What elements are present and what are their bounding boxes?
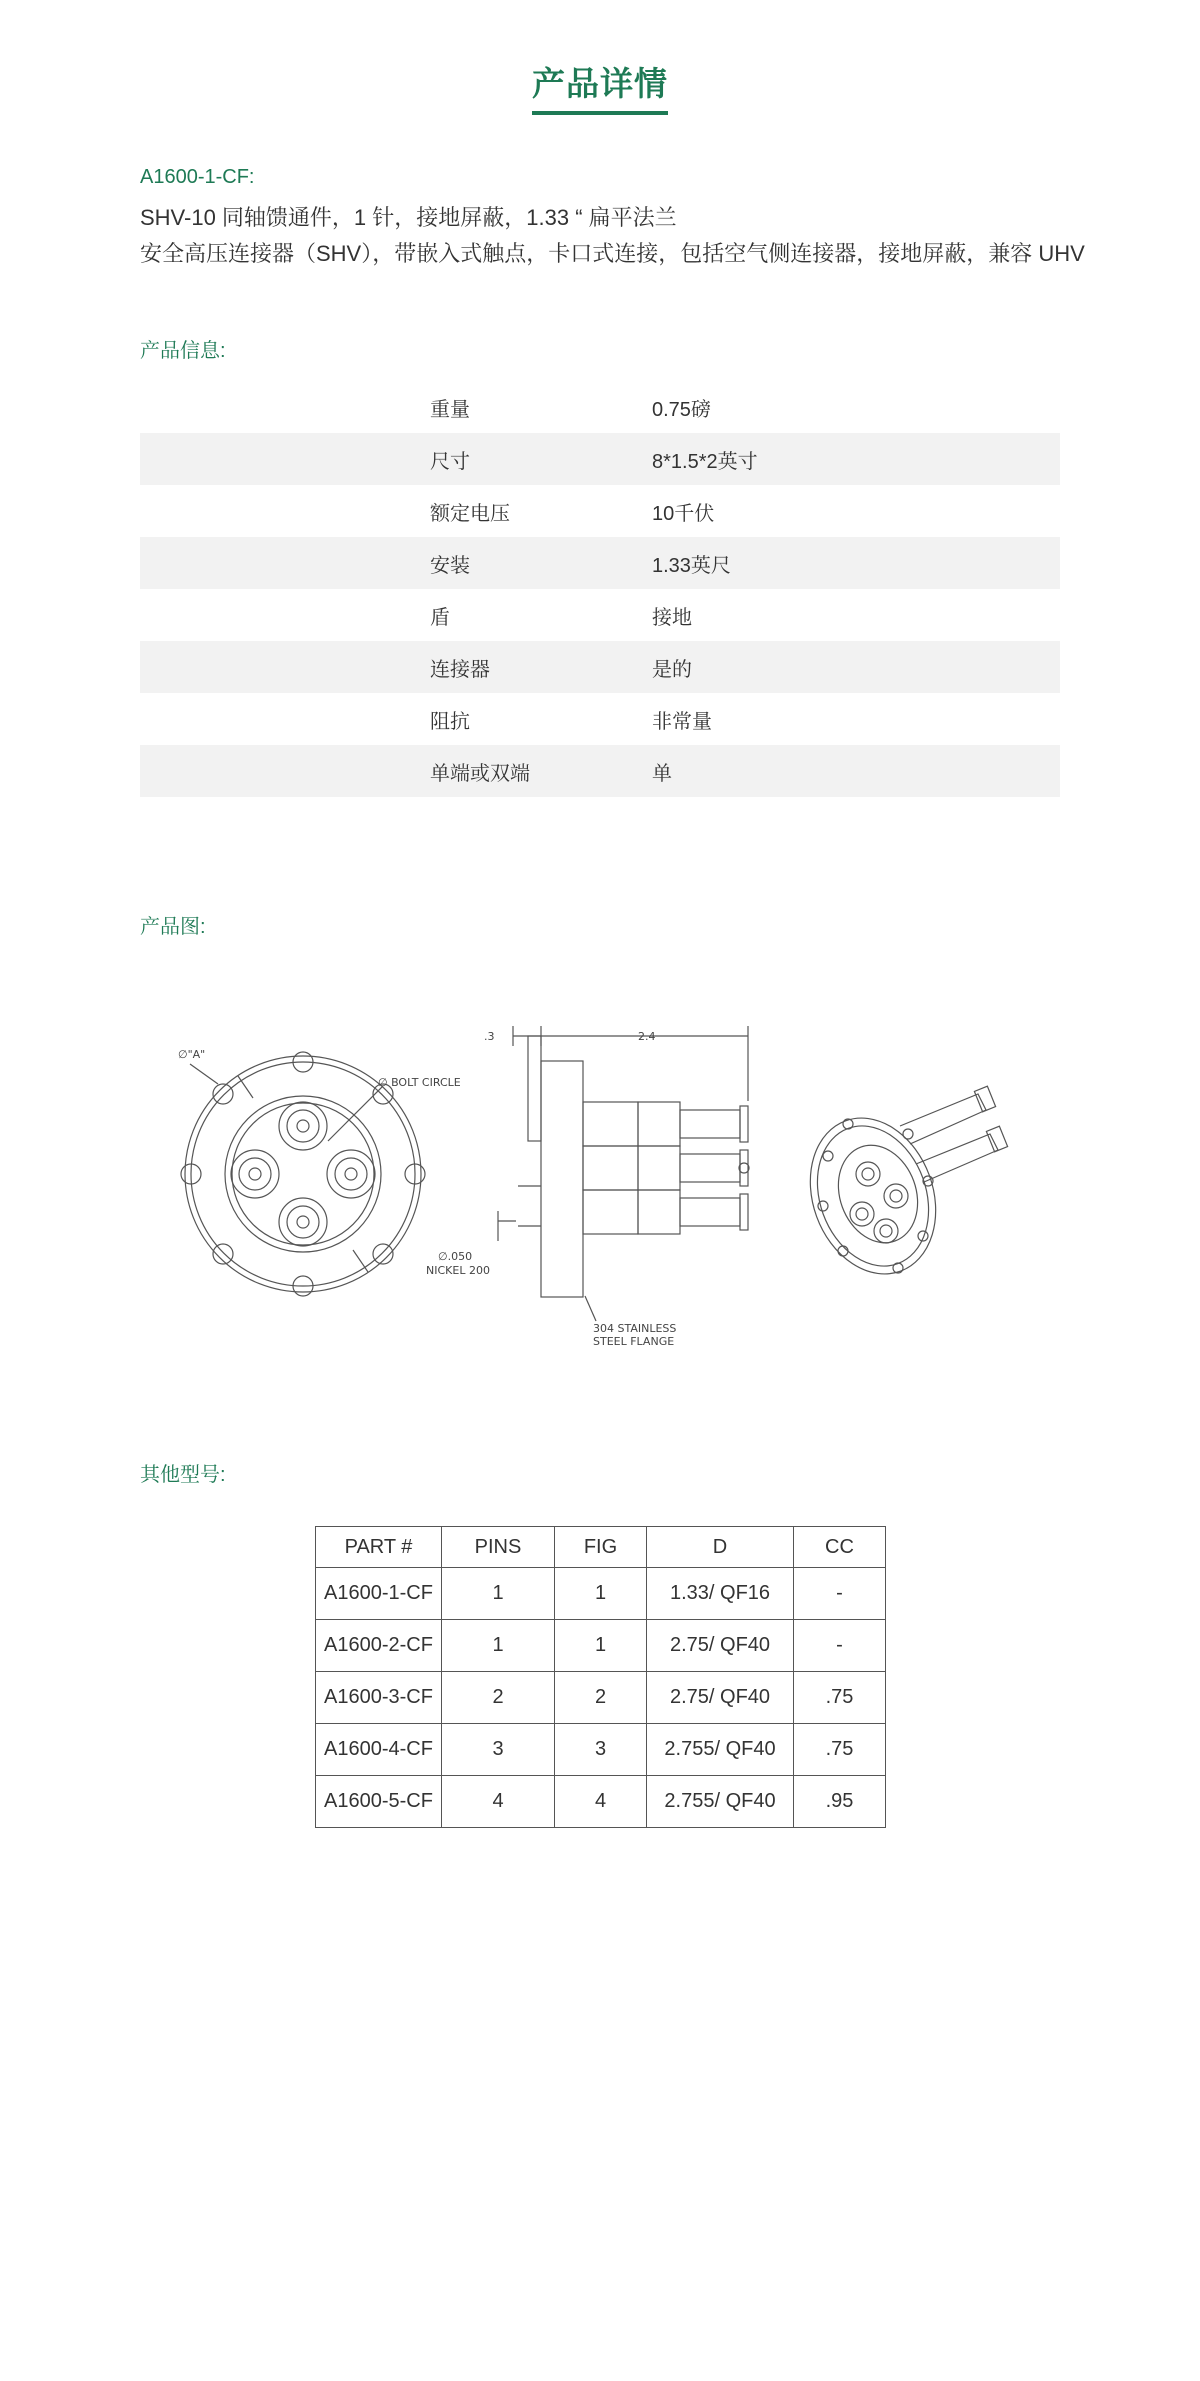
cell-d: 2.75/ QF40: [647, 1672, 794, 1724]
steel-label-1: 304 STAINLESS: [593, 1322, 677, 1335]
model-label: A1600-1-CF:: [140, 166, 255, 188]
cell-d: 2.755/ QF40: [647, 1724, 794, 1776]
steel-label-2: STEEL FLANGE: [593, 1335, 675, 1346]
info-key: 盾: [430, 606, 450, 629]
col-header-part: PART #: [316, 1527, 442, 1568]
cell-d: 2.755/ QF40: [647, 1776, 794, 1828]
cell-fig: 2: [555, 1672, 647, 1724]
cell-cc: .95: [794, 1776, 886, 1828]
cell-cc: -: [794, 1568, 886, 1620]
info-value: 8*1.5*2英寸: [652, 433, 1060, 485]
info-key: 阻抗: [430, 710, 470, 733]
info-key: 连接器: [140, 641, 652, 693]
table-row: [140, 537, 1060, 589]
page-title: 产品详情: [532, 58, 668, 115]
nickel-label: NICKEL 200: [426, 1264, 490, 1277]
bolt-circle-label: ∅ BOLT CIRCLE: [378, 1076, 461, 1089]
table-row: [140, 641, 1060, 693]
table-row: [316, 1724, 886, 1776]
cell-cc: .75: [794, 1724, 886, 1776]
cell-part: A1600-2-CF: [316, 1620, 442, 1672]
cell-fig: 1: [555, 1620, 647, 1672]
product-drawing: [178, 1006, 1038, 1346]
table-row: [140, 433, 1060, 485]
models-heading: 其他型号:: [140, 1464, 226, 1486]
cell-pins: 3: [442, 1724, 555, 1776]
cell-part: A1600-5-CF: [316, 1776, 442, 1828]
table-row: [140, 745, 1060, 797]
table-row: [140, 693, 1060, 745]
col-header-cc: CC: [794, 1527, 886, 1568]
info-key: 安装: [140, 537, 652, 589]
cell-part: A1600-3-CF: [316, 1672, 442, 1724]
info-key: 重量: [430, 398, 470, 421]
info-value: 0.75磅: [652, 398, 711, 421]
table-row: [140, 589, 1060, 641]
table-row: [316, 1776, 886, 1828]
table-row: [140, 381, 1060, 433]
table-row: [316, 1568, 886, 1620]
cell-fig: 4: [555, 1776, 647, 1828]
table-header-row: [316, 1527, 886, 1568]
dia-a-label: ∅"A": [178, 1048, 206, 1061]
cell-pins: 1: [442, 1568, 555, 1620]
col-header-fig: FIG: [555, 1527, 647, 1568]
info-key: 单端或双端: [140, 745, 652, 797]
info-value: 10千伏: [652, 502, 715, 525]
table-row: [316, 1672, 886, 1724]
cell-d: 1.33/ QF16: [647, 1568, 794, 1620]
drawing-heading: 产品图:: [140, 916, 206, 938]
cell-pins: 1: [442, 1620, 555, 1672]
info-key: 额定电压: [430, 502, 510, 525]
cell-cc: -: [794, 1620, 886, 1672]
table-row: [316, 1620, 886, 1672]
page-title-wrap: [0, 58, 1200, 115]
cell-part: A1600-1-CF: [316, 1568, 442, 1620]
side-view: [426, 1026, 749, 1346]
dim-24-label: 2.4: [638, 1030, 656, 1043]
description-line-2: 安全高压连接器（SHV），带嵌入式触点，卡口式连接，包括空气侧连接器，接地屏蔽，兼容 UHV: [140, 241, 1085, 266]
description-line-1: SHV-10 同轴馈通件，1 针，接地屏蔽，1.33 “ 扁平法兰: [140, 205, 677, 230]
col-header-pins: PINS: [442, 1527, 555, 1568]
info-value: 接地: [652, 606, 692, 629]
info-table: [140, 381, 1060, 797]
cell-fig: 3: [555, 1724, 647, 1776]
table-row: [140, 485, 1060, 537]
front-view: [178, 1048, 461, 1296]
pin-dia-label: ∅.050: [438, 1250, 473, 1263]
cell-cc: .75: [794, 1672, 886, 1724]
info-value: 非常量: [652, 710, 712, 733]
isometric-view: [789, 1086, 1007, 1292]
cell-part: A1600-4-CF: [316, 1724, 442, 1776]
cell-fig: 1: [555, 1568, 647, 1620]
info-value: 1.33英尺: [652, 537, 1060, 589]
cell-pins: 2: [442, 1672, 555, 1724]
info-value: 是的: [652, 641, 1060, 693]
models-table: [315, 1526, 886, 1828]
info-key: 尺寸: [140, 433, 652, 485]
dim-3-label: .3: [484, 1030, 495, 1043]
cell-pins: 4: [442, 1776, 555, 1828]
cell-d: 2.75/ QF40: [647, 1620, 794, 1672]
col-header-d: D: [647, 1527, 794, 1568]
info-value: 单: [652, 745, 1060, 797]
info-heading: 产品信息:: [140, 340, 226, 362]
